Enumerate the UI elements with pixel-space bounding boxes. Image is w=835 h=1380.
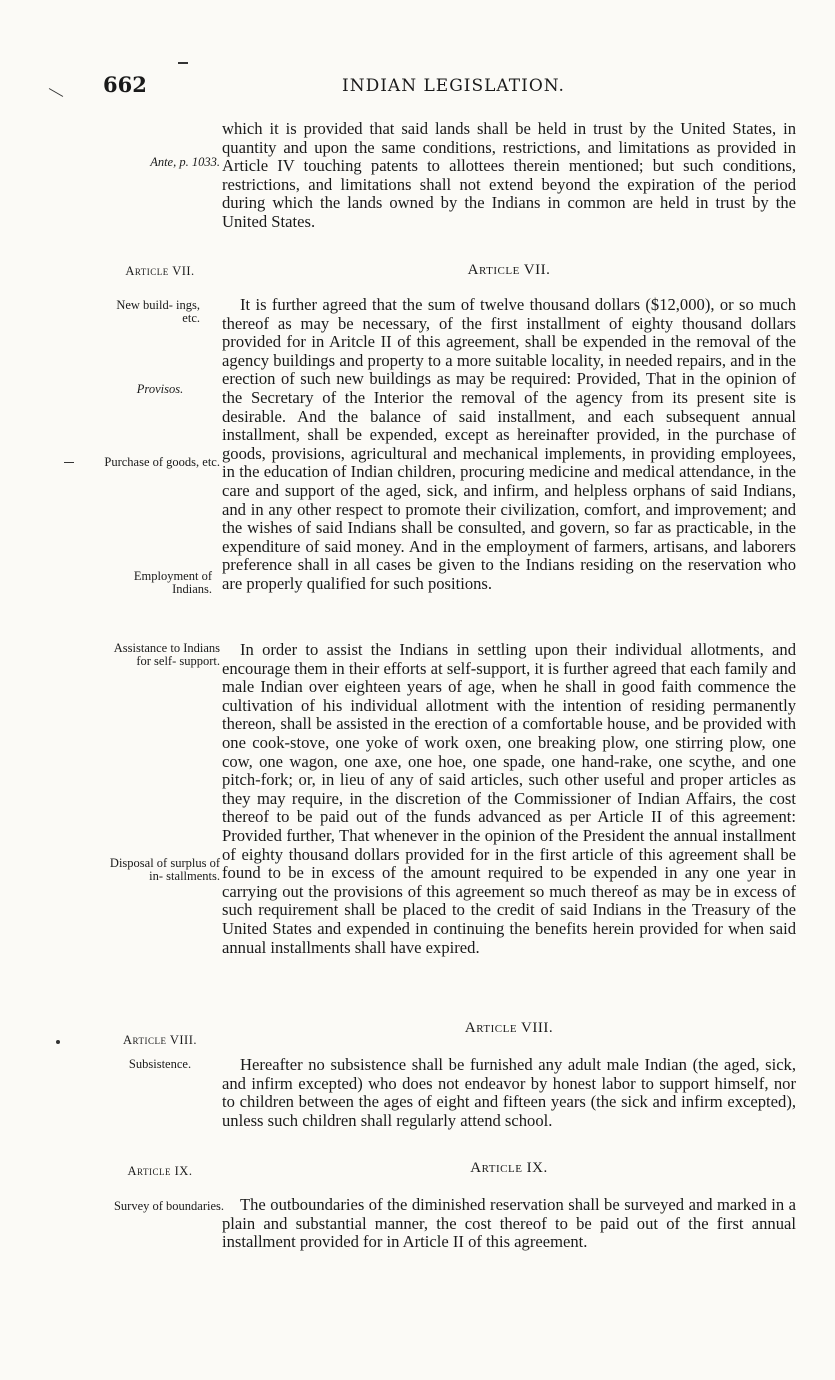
page-number: 662	[103, 72, 147, 97]
heading-article-vii: Article VII.	[467, 262, 551, 278]
paragraph-article-ix	[222, 1196, 796, 1252]
heading-article-viii: Article VIII.	[464, 1020, 554, 1036]
running-head: INDIAN LEGISLATION.	[342, 76, 565, 96]
paragraph-article-viii-text: Hereafter no subsistence shall be furnished any adult male Indian (the aged, sick, and infirm excepted) who does not endeavor by honest labor to support himself, nor to children between the ages of eight and fifteen years (the sick and infirm excepted), unless such children shall regularly attend school.	[222, 1055, 796, 1130]
paragraph-article-vii-1	[222, 296, 796, 594]
scan-mark	[64, 462, 74, 463]
sidenote-subsistence: Subsistence.	[128, 1057, 192, 1071]
sidenote-article-ix: Article IX.	[127, 1164, 193, 1178]
paragraph-article-vii-2-text: In order to assist the Indians in settling upon their individual allotments, and encourage them in their efforts at self-support, it is further agreed that each family and male Indian over eighteen years of age, when he shall in good faith commence the cultivation of his individual allotment with the intention of residing permanently thereon, shall be assisted in the erection of a comfortable house, and be provided with one cook-stove, one yoke of work oxen, one breaking plow, one stirring plow, one cow, one wagon, one axe, one hoe, one spade, one hand-rake, one scythe, and one pitch-fork; or, in lieu of any of said articles, such other useful and proper articles as they may require, in the discretion of the Commissioner of Indian Affairs, the cost thereof to be paid out of the funds advanced as per Article II of this agreement: Provided further, That whenever in the opinion of the President the annual installment of eighty thousand dollars provided for in the first article of this agreement shall be found to be in excess of the amount required to be expended in any one year in carrying out the provisions of this agreement so much thereof as may be in excess of such requirement shall be placed to the credit of said Indians in the Treasury of the United States and expended in continuing the benefits herein provided for when said annual installments shall have expired.	[222, 640, 796, 957]
sidenote-disposal: Disposal of surplus of in- stallments.	[109, 856, 220, 883]
scan-mark	[56, 1040, 60, 1044]
sidenote-article-vii: Article VII.	[125, 264, 195, 278]
paragraph-article-vii-1-text: It is further agreed that the sum of twelve thousand dollars ($12,000), or so much thereof as may be necessary, of the first installment of eighty thousand dollars provided for in Aritcle II of this agreement, shall be expended in the removal of the agency buildings and property to a more suitable locality, in needed repairs, and in the erection of such new buildings as may be required: Provided, That in the opinion of the Secretary of the Interior the removal of the agency from its present site is desirable. And the balance of said installment, and each subsequent annual installment, shall be expended, except as hereinafter provided, in the purchase of goods, provisions, agricultural and mechanical implements, in providing employees, in the education of Indian children, procuring medicine and medical attendance, in the care and support of the aged, sick, and infirm, and helpless orphans of said Indians, and in any other respect to promote their civilization, comfort, and improvement; and the wishes of said Indians shall be consulted, and govern, so far as practicable, in the expenditure of said money. And in the employment of farmers, artisans, and laborers preference shall in all cases be given to the Indians residing on the reservation who are properly qualified for such positions.	[222, 295, 796, 593]
heading-article-ix: Article IX.	[470, 1160, 548, 1176]
paragraph-intro	[222, 120, 796, 232]
sidenote-assistance: Assistance to Indians for self- support.	[113, 641, 220, 668]
paragraph-intro-text: which it is provided that said lands shall be held in trust by the United States, in quantity and upon the same conditions, restrictions, and limitations as provided in Article IV touching patents to allottees therein mentioned; but such conditions, restrictions, and limitations shall not extend beyond the expiration of the period during which the lands owned by the Indians in common are held in trust by the United States.	[222, 119, 796, 231]
page-header	[0, 72, 835, 102]
scan-mark	[178, 62, 188, 64]
sidenote-provisos: Provisos.	[136, 382, 184, 396]
sidenote-ante: Ante, p. 1033.	[150, 155, 220, 169]
sidenote-new-buildings: New build- ings, etc.	[116, 298, 200, 325]
paragraph-article-vii-2	[222, 641, 796, 957]
paragraph-article-ix-text: The outboundaries of the diminished reservation shall be surveyed and marked in a plain and substantial manner, the cost thereof to be paid out of the first annual installment provided for in Article II of this agreement.	[222, 1195, 796, 1252]
sidenote-employment: Employment of Indians.	[133, 569, 212, 596]
paragraph-article-viii	[222, 1056, 796, 1130]
sidenote-article-viii: Article VIII.	[122, 1033, 198, 1047]
sidenote-survey: Survey of boundaries.	[113, 1199, 224, 1213]
sidenote-purchase-goods: Purchase of goods, etc.	[104, 455, 220, 469]
